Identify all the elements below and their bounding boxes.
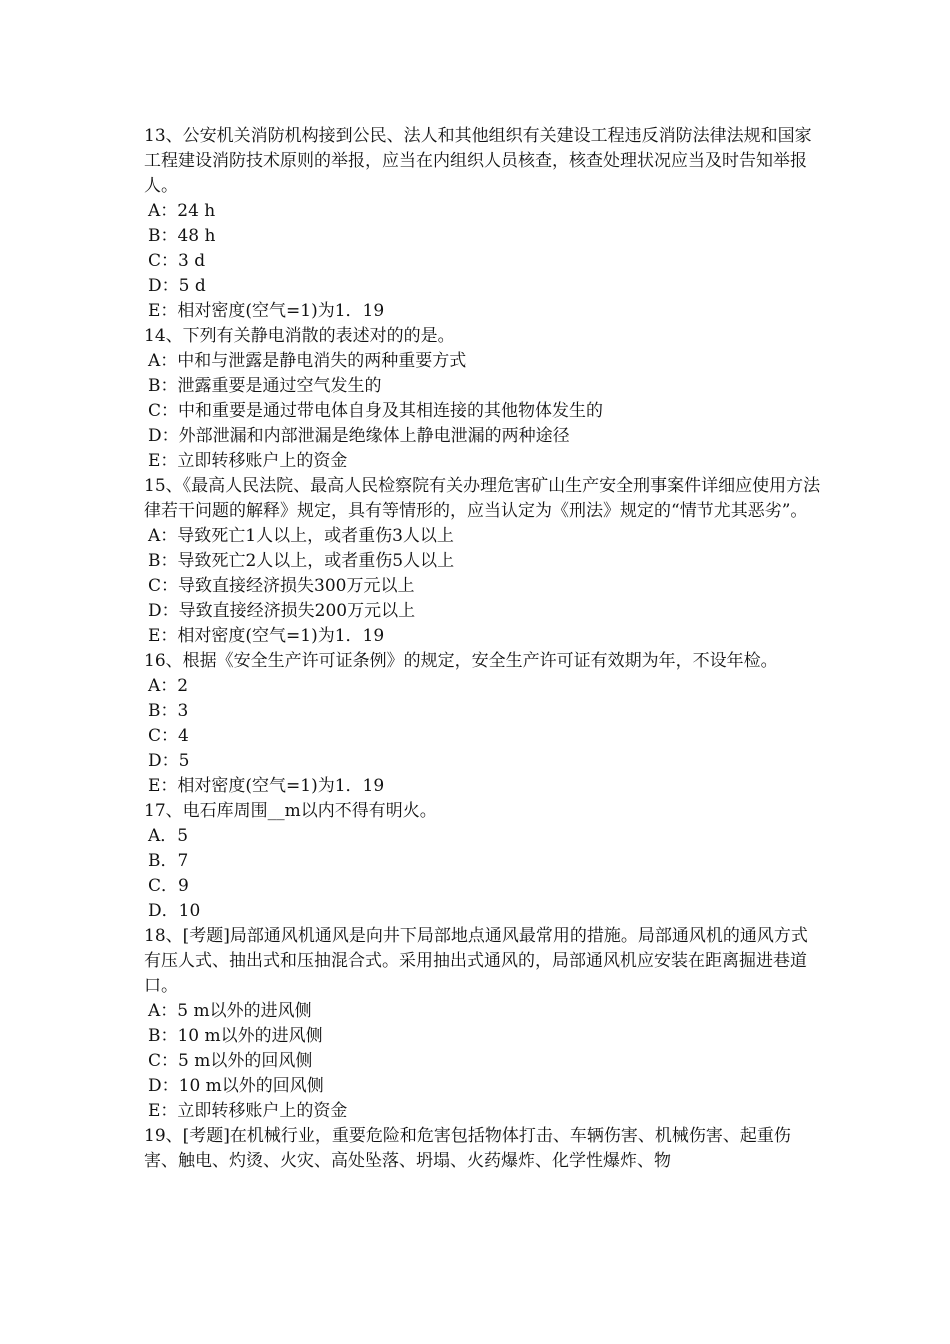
question-stem: 17、电石库周围__m以内不得有明火。 [144, 801, 437, 821]
option-d: D：导致直接经济损失200万元以上 [148, 601, 416, 621]
option-a: A：中和与泄露是静电消失的两种重要方式 [148, 351, 467, 371]
question-18 [144, 924, 824, 1124]
option-list [144, 349, 824, 474]
question-stem: 18、[考题]局部通风机通风是向井下局部地点通风最常用的措施。局部通风机的通风方式有压人式、抽出式和压抽混合式。采用抽出式通风的，局部通风机应安装在距离掘进巷道口。 [144, 926, 808, 996]
option-d: D：5 d [148, 276, 206, 296]
question-13 [144, 124, 824, 324]
option-a: A．5 [148, 826, 189, 846]
option-e: E：立即转移账户上的资金 [148, 1101, 348, 1121]
option-list [144, 199, 824, 324]
document-page [144, 124, 824, 1174]
question-17 [144, 799, 824, 924]
option-b: B：泄露重要是通过空气发生的 [148, 376, 382, 396]
option-c: C：4 [148, 726, 189, 746]
question-14 [144, 324, 824, 474]
option-d: D．10 [148, 901, 201, 921]
question-16 [144, 649, 824, 799]
question-15 [144, 474, 824, 649]
option-list [144, 999, 824, 1124]
option-c: C：中和重要是通过带电体自身及其相连接的其他物体发生的 [148, 401, 604, 421]
option-d: D：外部泄漏和内部泄漏是绝缘体上静电泄漏的两种途径 [148, 426, 570, 446]
option-a: A：导致死亡1人以上，或者重伤3人以上 [148, 526, 454, 546]
option-c: C：导致直接经济损失300万元以上 [148, 576, 415, 596]
option-e: E：相对密度(空气=1)为1．19 [148, 776, 385, 796]
option-list [144, 524, 824, 649]
option-b: B．7 [148, 851, 189, 871]
option-b: B：导致死亡2人以上，或者重伤5人以上 [148, 551, 455, 571]
option-b: B：48 h [148, 226, 216, 246]
option-b: B：10 m以外的进风侧 [148, 1026, 323, 1046]
question-stem: 14、下列有关静电消散的表述对的的是。 [144, 326, 455, 346]
option-c: C．9 [148, 876, 189, 896]
option-a: A：24 h [148, 201, 216, 221]
question-stem: 13、公安机关消防机构接到公民、法人和其他组织有关建设工程违反消防法律法规和国家工程建设消防技术原则的举报，应当在内组织人员核查，核查处理状况应当及时告知举报人。 [144, 126, 812, 196]
question-stem: 19、[考题]在机械行业，重要危险和危害包括物体打击、车辆伤害、机械伤害、起重伤害、触电、灼烫、火灾、高处坠落、坍塌、火药爆炸、化学性爆炸、物 [144, 1126, 791, 1171]
option-a: A：5 m以外的进风侧 [148, 1001, 312, 1021]
option-d: D：5 [148, 751, 190, 771]
option-e: E：立即转移账户上的资金 [148, 451, 348, 471]
option-d: D：10 m以外的回风侧 [148, 1076, 324, 1096]
option-list [144, 824, 824, 924]
option-e: E：相对密度(空气=1)为1．19 [148, 626, 385, 646]
option-c: C：3 d [148, 251, 206, 271]
question-19 [144, 1124, 824, 1174]
option-c: C：5 m以外的回风侧 [148, 1051, 313, 1071]
option-list [144, 674, 824, 799]
option-b: B：3 [148, 701, 189, 721]
question-stem: 16、根据《安全生产许可证条例》的规定，安全生产许可证有效期为年，不设年检。 [144, 651, 778, 671]
option-e: E：相对密度(空气=1)为1．19 [148, 301, 385, 321]
question-stem: 15、《最高人民法院、最高人民检察院有关办理危害矿山生产安全刑事案件详细应使用方法律若干问题的解释》规定，具有等情形的，应当认定为《刑法》规定的“情节尤其恶劣”。 [144, 476, 821, 521]
option-a: A：2 [148, 676, 189, 696]
